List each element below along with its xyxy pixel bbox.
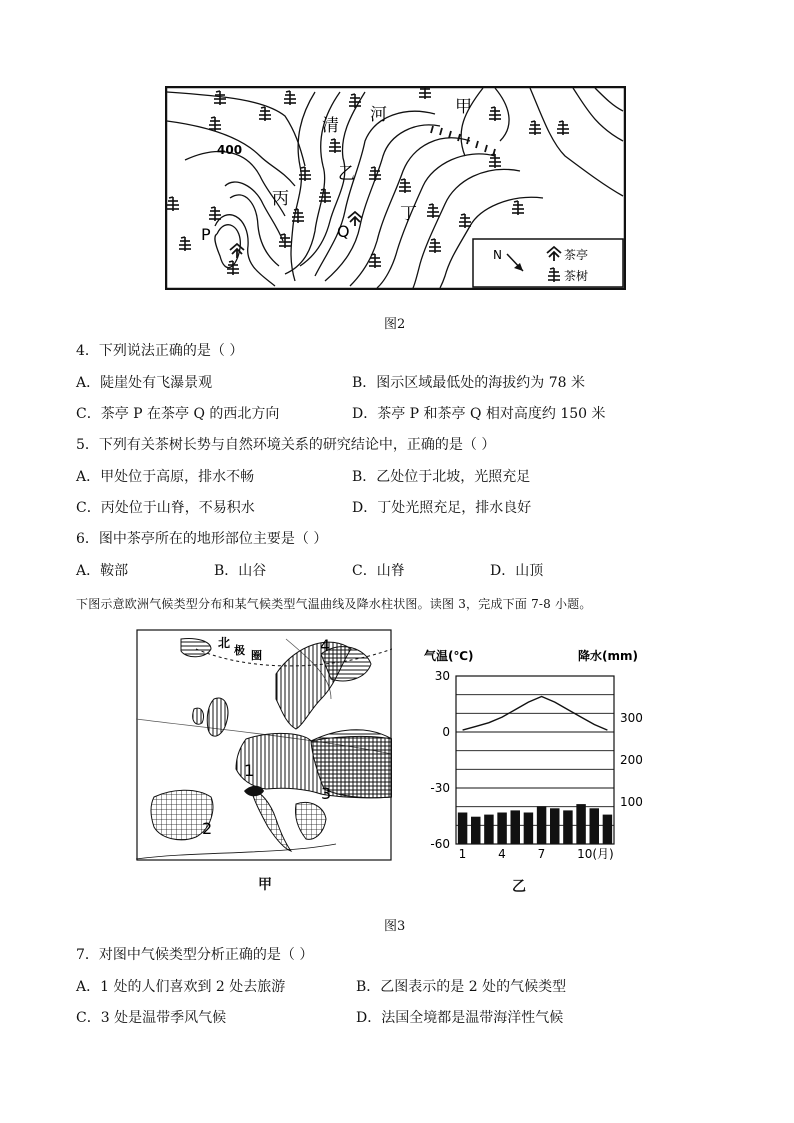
- question-5-stem: 5．下列有关茶树长势与自然环境关系的研究结论中，正确的是（ ）: [76, 437, 496, 453]
- contour-label-400: 400: [217, 143, 243, 157]
- precipitation-bar: [590, 808, 599, 844]
- precipitation-tick-label: 200: [620, 753, 643, 767]
- precipitation-bar: [471, 817, 480, 844]
- figure-3-label-jia: 甲: [258, 877, 272, 893]
- question-5-option-b: B．乙处位于北坡，光照充足: [352, 469, 531, 485]
- precipitation-bar: [563, 810, 572, 844]
- question-4-stem: 4．下列说法正确的是（ ）: [76, 343, 244, 359]
- label-q: Q: [337, 222, 350, 241]
- map-num-2: 2: [202, 819, 213, 838]
- river-label-he: 河: [370, 105, 387, 125]
- legend-tea-tree: 茶树: [564, 269, 589, 283]
- temperature-tick-label: 30: [434, 669, 450, 683]
- temperature-axis-title: 气温(℃): [424, 649, 474, 663]
- question-6-option-b: B．山谷: [214, 563, 267, 579]
- label-bing: 丙: [272, 189, 289, 209]
- figure-2-caption: 图2: [384, 317, 406, 332]
- precipitation-tick-label: 300: [620, 711, 643, 725]
- question-4-option-d: D．茶亭 P 和茶亭 Q 相对高度约 150 米: [352, 406, 606, 422]
- arctic-circle-label-3: 圈: [251, 649, 262, 662]
- arctic-circle-label-2: 极: [234, 644, 245, 657]
- temperature-tick-label: -60: [430, 837, 450, 851]
- climate-chart: [418, 648, 654, 868]
- map-num-3: 3: [321, 784, 332, 803]
- figure-3-caption: 图3: [384, 919, 406, 934]
- question-7-option-a: A．1 处的人们喜欢到 2 处去旅游: [76, 979, 286, 995]
- legend-tea-house: 茶亭: [564, 248, 589, 262]
- map-num-4: 4: [320, 636, 331, 655]
- month-tick-label: 7: [537, 847, 546, 861]
- question-5-option-c: C．丙处位于山脊，不易积水: [76, 500, 255, 516]
- label-jia: 甲: [455, 97, 472, 117]
- temperature-tick-label: 0: [442, 725, 450, 739]
- question-4-option-c: C．茶亭 P 在茶亭 Q 的西北方向: [76, 406, 280, 422]
- question-6-option-c: C．山脊: [352, 563, 405, 579]
- river-label-qing: 清: [322, 116, 339, 136]
- precipitation-tick-label: 100: [620, 795, 643, 809]
- label-ding: 丁: [400, 204, 417, 224]
- label-yi: 乙: [338, 164, 355, 184]
- europe-climate-map: [136, 629, 392, 861]
- label-p: P: [201, 225, 211, 244]
- precipitation-bar: [458, 813, 467, 845]
- map-num-1: 1: [244, 761, 255, 780]
- precipitation-bar: [537, 806, 546, 844]
- precipitation-bar: [497, 813, 506, 845]
- question-5-option-a: A．甲处位于高原，排水不畅: [76, 469, 255, 485]
- question-5-option-d: D．丁处光照充足，排水良好: [352, 500, 532, 516]
- precipitation-bar: [511, 810, 520, 844]
- figure-3-intro: 下图示意欧洲气候类型分布和某气候类型气温曲线及降水柱状图。读图 3，完成下面 7-8 小题。: [76, 597, 592, 611]
- precipitation-axis-title: 降水(mm): [578, 649, 638, 663]
- figure-3-label-yi: 乙: [512, 879, 526, 895]
- precipitation-bar: [484, 815, 493, 844]
- precipitation-bar: [603, 815, 612, 844]
- contour-map: [165, 86, 626, 290]
- question-7-stem: 7．对图中气候类型分析正确的是（ ）: [76, 947, 314, 963]
- question-7-option-c: C．3 处是温带季风气候: [76, 1010, 227, 1026]
- question-6-stem: 6．图中茶亭所在的地形部位主要是（ ）: [76, 531, 328, 547]
- precipitation-bar: [576, 804, 585, 844]
- arctic-circle-label-1: 北: [218, 636, 231, 650]
- question-4-option-a: A．陡崖处有飞瀑景观: [76, 375, 213, 391]
- month-tick-label: 4: [498, 847, 506, 861]
- north-arrow-label: N: [493, 248, 502, 262]
- question-7-option-d: D．法国全境都是温带海洋性气候: [356, 1010, 564, 1026]
- question-6-option-d: D．山顶: [490, 563, 544, 579]
- question-4-option-b: B．图示区域最低处的海拔约为 78 米: [352, 375, 586, 391]
- month-tick-label: 1: [458, 847, 467, 861]
- question-7-option-b: B．乙图表示的是 2 处的气候类型: [356, 979, 567, 995]
- question-6-option-a: A．鞍部: [76, 563, 129, 579]
- temperature-tick-label: -30: [430, 781, 450, 795]
- precipitation-bar: [524, 813, 533, 845]
- month-tick-label: 10(月): [577, 847, 614, 861]
- precipitation-bar: [550, 808, 559, 844]
